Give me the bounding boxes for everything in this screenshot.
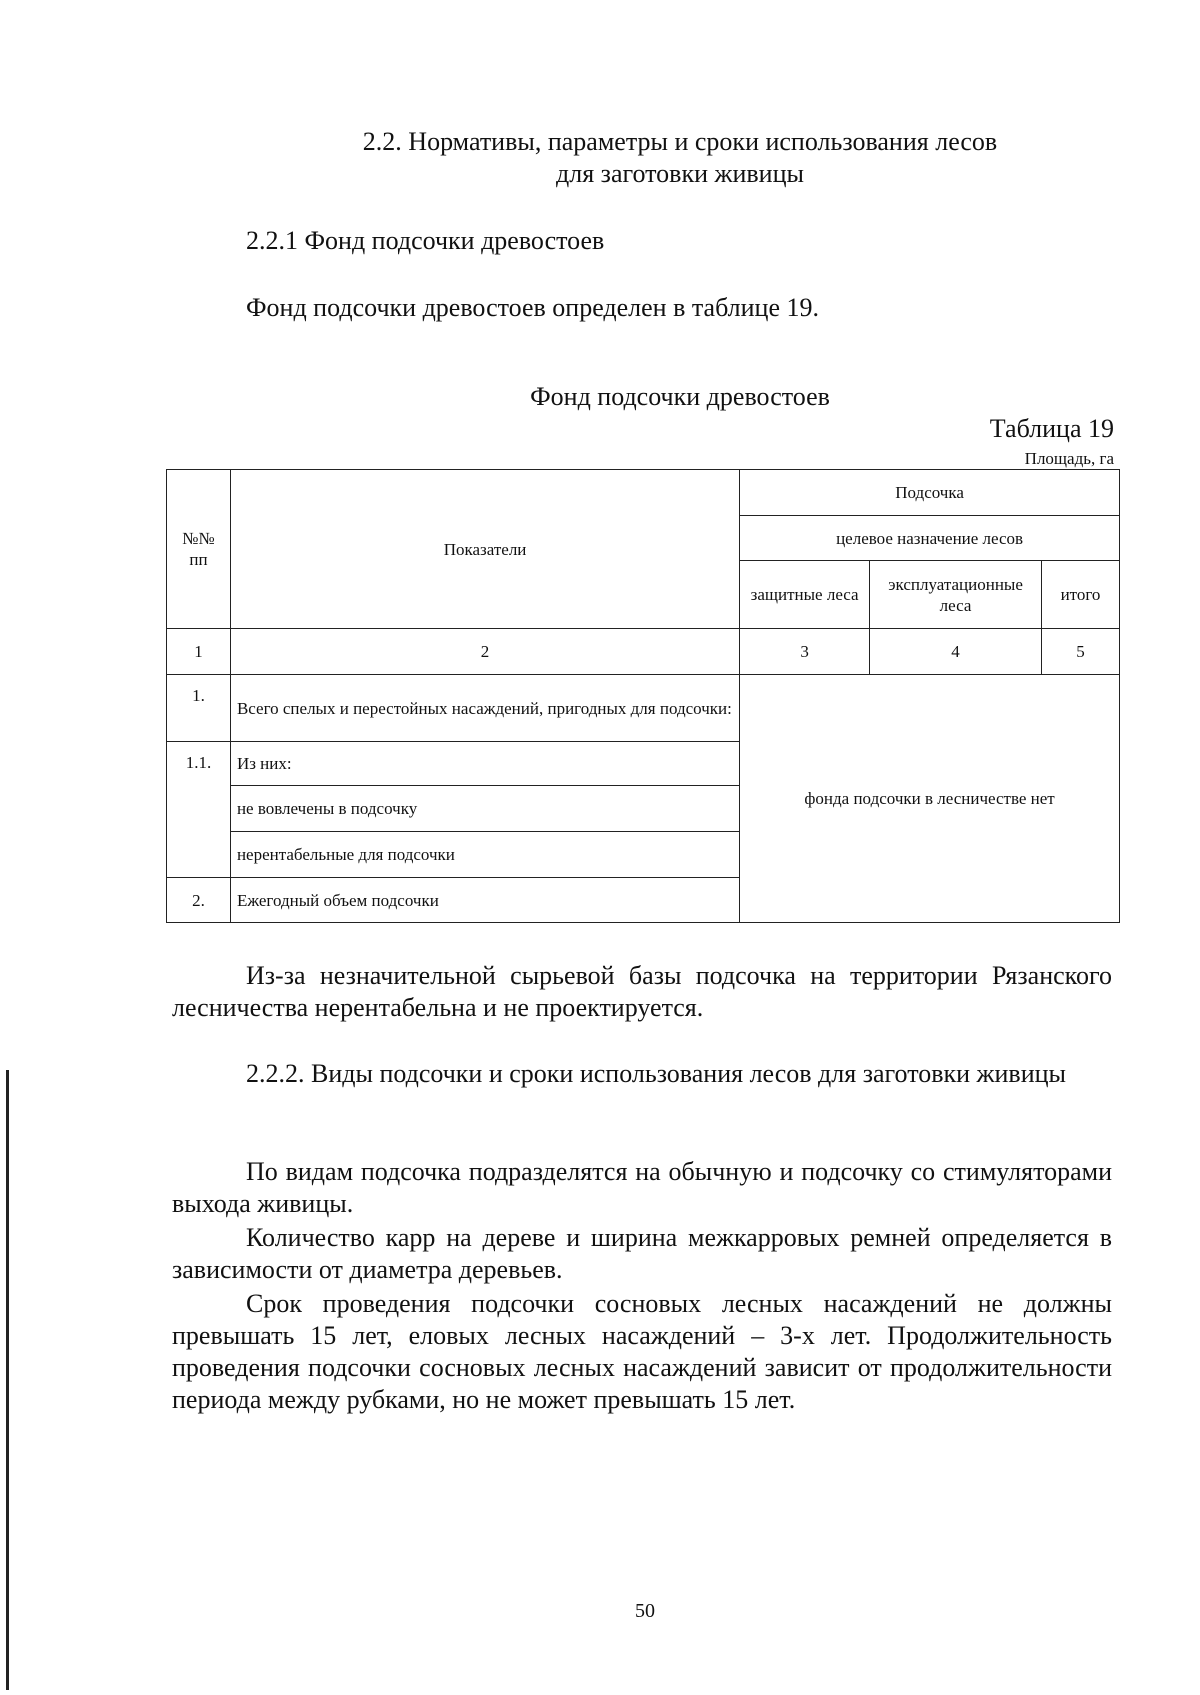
column-number: 2 [230,629,739,675]
header-purpose: целевое назначение лесов [740,516,1120,561]
merged-value-cell: фонда подсочки в лесничестве нет [740,675,1120,923]
header-indicators: Показатели [230,470,739,629]
section-title-line2: для заготовки живицы [556,159,804,188]
tapping-fund-table [166,469,1120,923]
subsection-heading-2: 2.2.2. Виды подсочки и сроки использования лесов для заготовки живицы [246,1059,1066,1088]
paragraph-count: Количество карр на дереве и ширина межкарровых ремней определяется в зависимости от диаметра деревьев. [172,1223,1112,1284]
row-num: 1. [167,675,231,742]
paragraph-types: По видам подсочка подразделятся на обычную и подсочку со стимуляторами выхода живицы. [172,1157,1112,1218]
subsection-heading-1: 2.2.1 Фонд подсочки древостоев [246,226,605,255]
scan-edge-line [6,1070,9,1690]
row-num: 1.1. [167,742,231,878]
page-number: 50 [635,1600,655,1622]
header-tapping: Подсочка [740,470,1120,516]
intro-text: Фонд подсочки древостоев определен в таблице 19. [246,293,820,322]
paragraph-terms: Срок проведения подсочки сосновых лесных насаждений не должны превышать 15 лет, еловых лесных насаждений – 3-х лет. Продолжительность проведения подсочки сосновых лесных насаждений зависит от продолжительности периода между рубками, но не может превышать 15 лет. [172,1289,1112,1414]
table-number: Таблица 19 [989,414,1114,443]
paragraph-after-table: Из-за незначительной сырьевой базы подсочка на территории Рязанского лесничества нерентабельна и не проектируется. [172,961,1112,1022]
row-num: 2. [167,878,231,923]
table-units: Площадь, га [1024,449,1114,468]
row-label: нерентабельные для подсочки [230,832,739,878]
row-label: не вовлечены в подсочку [230,786,739,832]
column-number-row [167,629,1120,675]
section-title-line1: 2.2. Нормативы, параметры и сроки использования лесов [362,127,998,156]
row-label: Ежегодный объем подсочки [230,878,739,923]
row-label: Всего спелых и перестойных насаждений, пригодных для подсочки: [230,675,739,742]
column-number: 1 [167,629,231,675]
header-operational: эксплуатационные леса [870,561,1042,629]
table-caption: Фонд подсочки древостоев [530,382,830,411]
header-total: итого [1042,561,1120,629]
column-number: 5 [1042,629,1120,675]
table-row [167,675,1120,742]
header-protective: защитные леса [740,561,870,629]
column-number: 4 [870,629,1042,675]
header-num-col: №№ пп [167,470,231,629]
row-label: Из них: [230,742,739,786]
column-number: 3 [740,629,870,675]
section-title [170,126,1190,190]
